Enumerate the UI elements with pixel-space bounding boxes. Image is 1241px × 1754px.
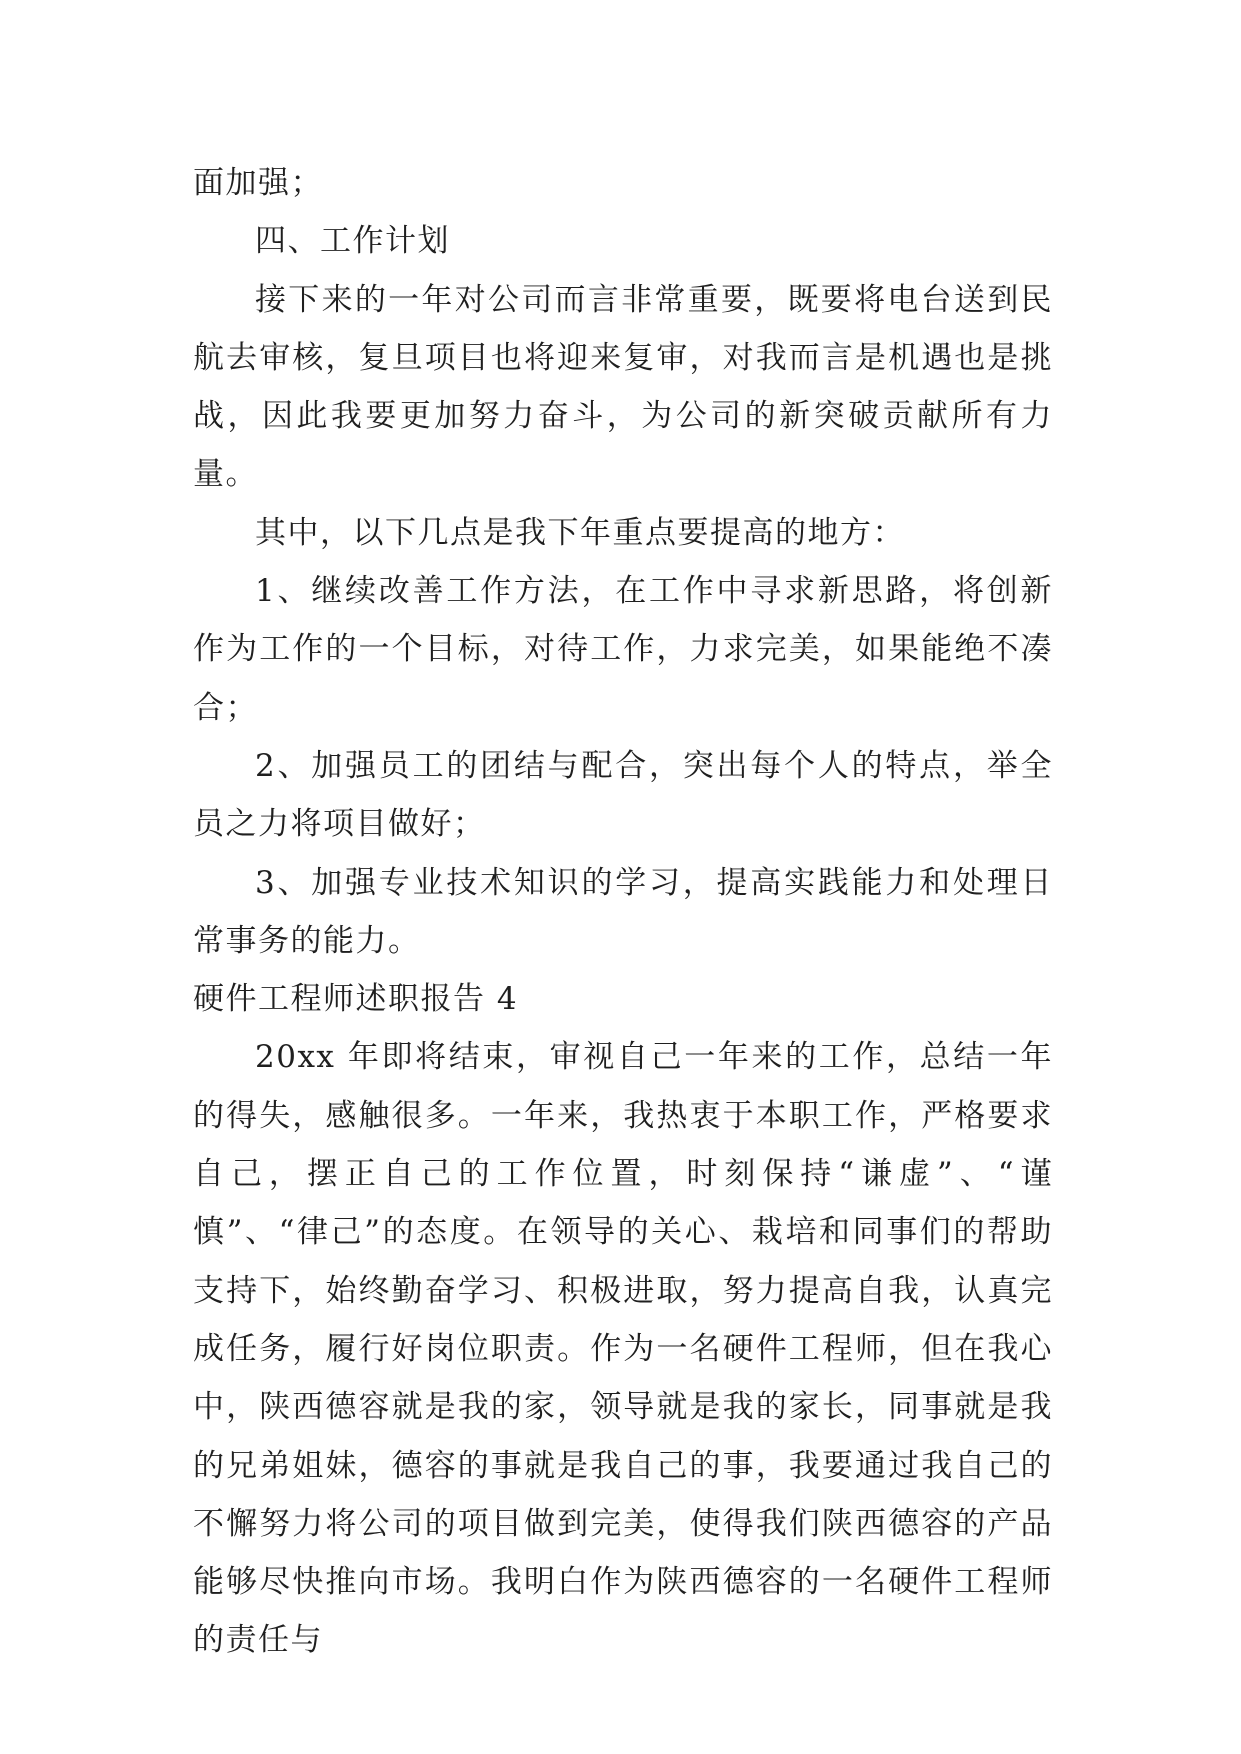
document-body — [193, 154, 1053, 1670]
paragraph-improvement-intro: 其中，以下几点是我下年重点要提高的地方： — [255, 514, 905, 551]
paragraph-next-year: 接下来的一年对公司而言非常重要，既要将电台送到民航去审核，复旦项目也将迎来复审，对我而言是机遇也是挑战，因此我要更加努力奋斗，为公司的新突破贡献所有力量。 — [193, 281, 1053, 493]
section-heading-work-plan: 四、工作计划 — [255, 223, 450, 260]
paragraph-report-body: 20xx 年即将结束，审视自己一年来的工作，总结一年的得失，感触很多。一年来，我热衷于本职工作，严格要求自己，摆正自己的工作位置，时刻保持“谦虚”、“谨慎”、“律己”的态度。在领导的关心、栽培和同事们的帮助支持下，始终勤奋学习、积极进取，努力提高自我，认真完成任务，履行好岗位职责。作为一名硬件工程师，但在我心中，陕西德容就是我的家，领导就是我的家长，同事就是我的兄弟姐妹，德容的事就是我自己的事，我要通过我自己的不懈努力将公司的项目做到完美，使得我们陕西德容的产品能够尽快推向市场。我明白作为陕西德容的一名硬件工程师的责任与 — [193, 1039, 1053, 1659]
list-item-3: 3、加强专业技术知识的学习，提高实践能力和处理日常事务的能力。 — [193, 864, 1053, 959]
list-item-1: 1、继续改善工作方法，在工作中寻求新思路，将创新作为工作的一个目标，对待工作，力求完美，如果能绝不凑合； — [193, 573, 1053, 726]
report-title: 硬件工程师述职报告 4 — [193, 981, 519, 1018]
paragraph-continuation: 面加强； — [193, 165, 323, 201]
list-item-2: 2、加强员工的团结与配合，突出每个人的特点，举全员之力将项目做好； — [193, 747, 1053, 843]
